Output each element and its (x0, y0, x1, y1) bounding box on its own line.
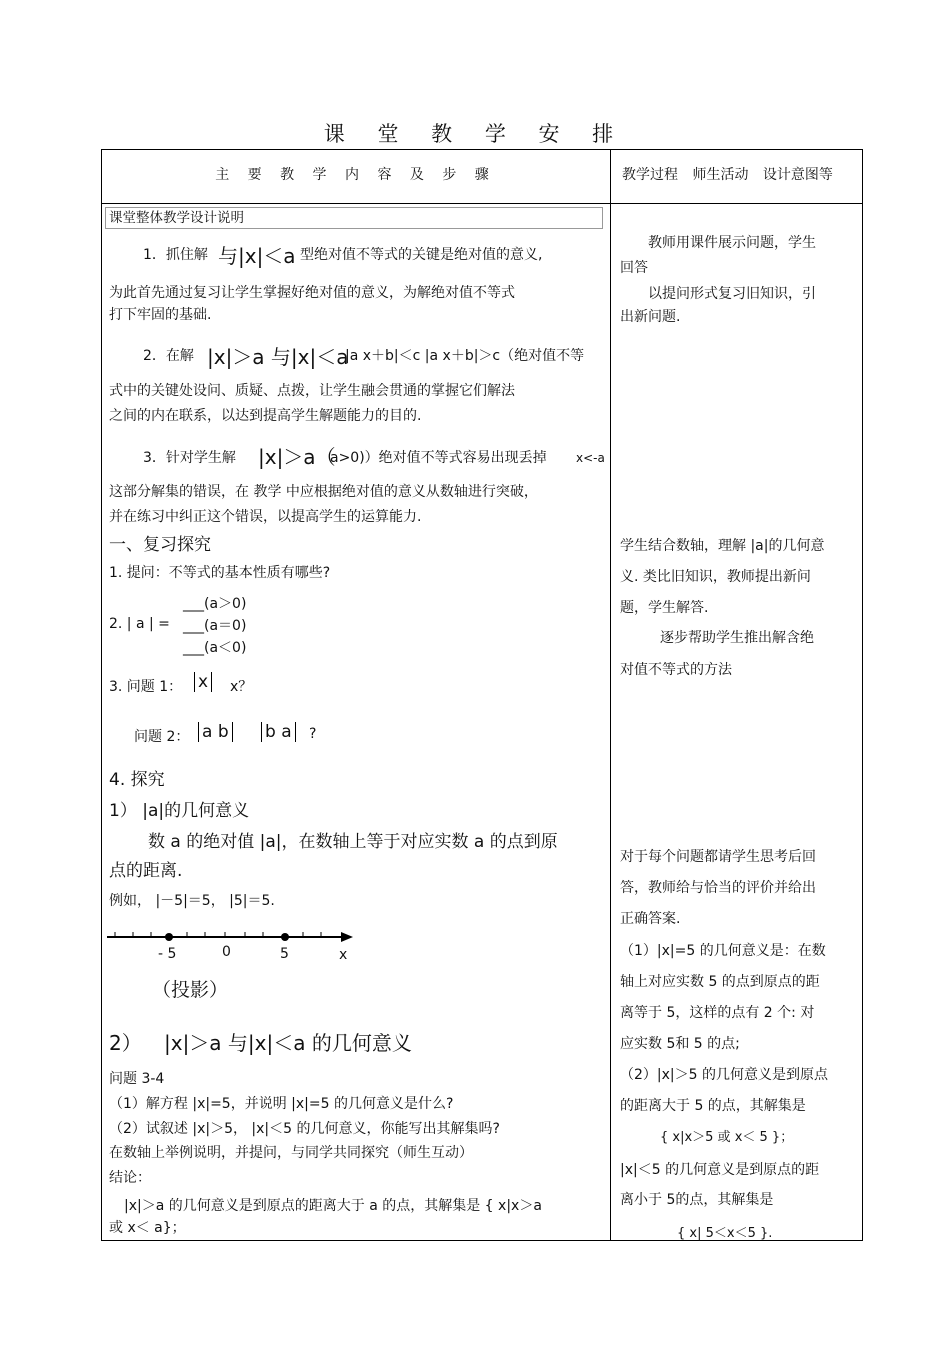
right-note: 轴上对应实数 5 的点到原点的距 (620, 974, 820, 990)
axis-label: - 5 (158, 946, 177, 962)
point2-tail: |a x＋b|＜c |a x＋b|＞c（绝对值不等 (345, 348, 585, 364)
axis-label: 0 (222, 944, 231, 960)
number-line (105, 925, 360, 965)
explore-sub1-text1: 数 a 的绝对值 |a|，在数轴上等于对应实数 a 的点到原 (148, 832, 558, 852)
right-note: 题，学生解答. (620, 600, 709, 616)
review-q2-case: ___(a＞0) (183, 596, 247, 612)
explore-sub1-text2: 点的距离. (109, 861, 183, 881)
right-note: |x|＜5 的几何意义是到原点的距 (620, 1162, 820, 1178)
point-five (281, 933, 289, 941)
point3-x-less: x<-a (576, 451, 605, 465)
explore-heading: 4. 探究 (109, 770, 165, 790)
right-note: 对值不等式的方法 (620, 662, 732, 678)
right-note: 逐步帮助学生推出解含绝 (660, 630, 814, 646)
header-divider (101, 203, 863, 204)
axis-label: 5 (280, 946, 289, 962)
review-q4-abs1: a b (198, 722, 233, 742)
point3-line2: 这部分解集的错误，在 教学 中应根据绝对值的意义从数轴进行突破， (109, 484, 538, 500)
point1-lead: 1．抓住解 (143, 247, 208, 263)
point1-tail: 型绝对值不等式的关键是绝对值的意义, (300, 247, 543, 263)
header-left: 主 要 教 学 内 容 及 步 骤 (215, 167, 496, 183)
point3-formula: |x|＞a（ (258, 445, 336, 469)
column-divider (610, 149, 611, 1241)
point2-lead: 2．在解 (143, 348, 194, 364)
review-q3-abs: x (194, 672, 212, 692)
review-q3-tail: x？ (230, 679, 253, 695)
conclusion-2: 或 x＜ a}； (109, 1220, 186, 1236)
problem-3: 在数轴上举例说明，并提问，与同学共同探究（师生互动） (109, 1145, 473, 1161)
projection-note: （投影） (152, 979, 229, 1001)
header-right: 教学过程 师生活动 设计意图等 (622, 167, 833, 183)
example-text: 例如， |－5|＝5， |5|＝5. (109, 893, 275, 909)
explore-sub2-index: 2） (109, 1031, 142, 1055)
right-note: （1）|x|=5 的几何意义是：在数 (620, 943, 826, 959)
right-note: （2）|x|＞5 的几何意义是到原点 (620, 1067, 828, 1083)
conclusion-1: |x|＞a 的几何意义是到原点的距离大于 a 的点，其解集是 { x|x＞a (124, 1198, 542, 1214)
review-q4-tail: ? (309, 726, 317, 742)
problem-label: 问题 3-4 (109, 1071, 165, 1087)
right-note: 的距离大于 5 的点，其解集是 (620, 1098, 806, 1114)
right-note: 回答 (620, 260, 648, 276)
review-q1: 1. 提问：不等式的基本性质有哪些? (109, 565, 331, 581)
explore-sub1: 1） |a|的几何意义 (109, 801, 250, 821)
right-note: 义. 类比旧知识，教师提出新问 (620, 569, 811, 585)
page-title: 课 堂 教 学 安 排 (323, 122, 627, 146)
right-note: 应实数 5和 5 的点; (620, 1036, 740, 1052)
point1-line2: 为此首先通过复习让学生掌握好绝对值的意义，为解绝对值不等式 (109, 285, 515, 301)
review-q3-label: 3. 问题 1： (109, 679, 183, 695)
review-heading: 一、复习探究 (109, 535, 211, 555)
conclusion-label: 结论： (109, 1170, 151, 1186)
point1-line3: 打下牢固的基础. (109, 307, 212, 323)
axis-label: x (339, 947, 348, 963)
right-note: { x|x＞5 或 x＜ 5 }； (660, 1130, 794, 1145)
point-minus-five (165, 933, 173, 941)
point2-formula: |x|＞a 与|x|＜a (207, 345, 349, 369)
intro-box: 课堂整体教学设计说明 (105, 207, 603, 229)
point1-formula: 与|x|＜a (218, 244, 296, 268)
point2-line3: 之间的内在联系，以达到提高学生解题能力的目的. (109, 408, 422, 424)
explore-sub2-title: |x|＞a 与|x|＜a 的几何意义 (164, 1031, 412, 1055)
right-note: { x| 5＜x＜5 }. (677, 1226, 773, 1241)
review-q4-label: 问题 2： (134, 729, 190, 745)
point3-tail: a>0)）绝对值不等式容易出现丢掉 (330, 450, 547, 466)
right-note: 以提问形式复习旧知识，引 (648, 286, 816, 302)
problem-2: （2）试叙述 |x|＞5， |x|＜5 的几何意义，你能写出其解集吗? (109, 1121, 500, 1137)
review-q2-label: 2. | a | = (109, 616, 170, 632)
review-q4-abs2: b a (261, 722, 296, 742)
right-note: 答，教师给与恰当的评价并给出 (620, 880, 816, 896)
right-note: 出新问题. (620, 309, 681, 325)
right-note: 离小于 5的点，其解集是 (620, 1192, 774, 1208)
point3-lead: 3．针对学生解 (143, 450, 236, 466)
right-note: 离等于 5，这样的点有 2 个: 对 (620, 1005, 815, 1021)
right-note: 正确答案. (620, 911, 681, 927)
problem-1: （1）解方程 |x|=5，并说明 |x|=5 的几何意义是什么? (109, 1096, 454, 1112)
right-note: 学生结合数轴，理解 |a|的几何意 (620, 538, 825, 554)
point2-line2: 式中的关键处设问、质疑、点拨，让学生融会贯通的掌握它们解法 (109, 383, 515, 399)
right-note: 教师用课件展示问题，学生 (648, 235, 816, 251)
right-note: 对于每个问题都请学生思考后回 (620, 849, 816, 865)
review-q2-case: ___(a＜0) (183, 640, 247, 656)
point3-line3: 并在练习中纠正这个错误，以提高学生的运算能力. (109, 509, 422, 525)
review-q2-case: ___(a＝0) (183, 618, 247, 634)
